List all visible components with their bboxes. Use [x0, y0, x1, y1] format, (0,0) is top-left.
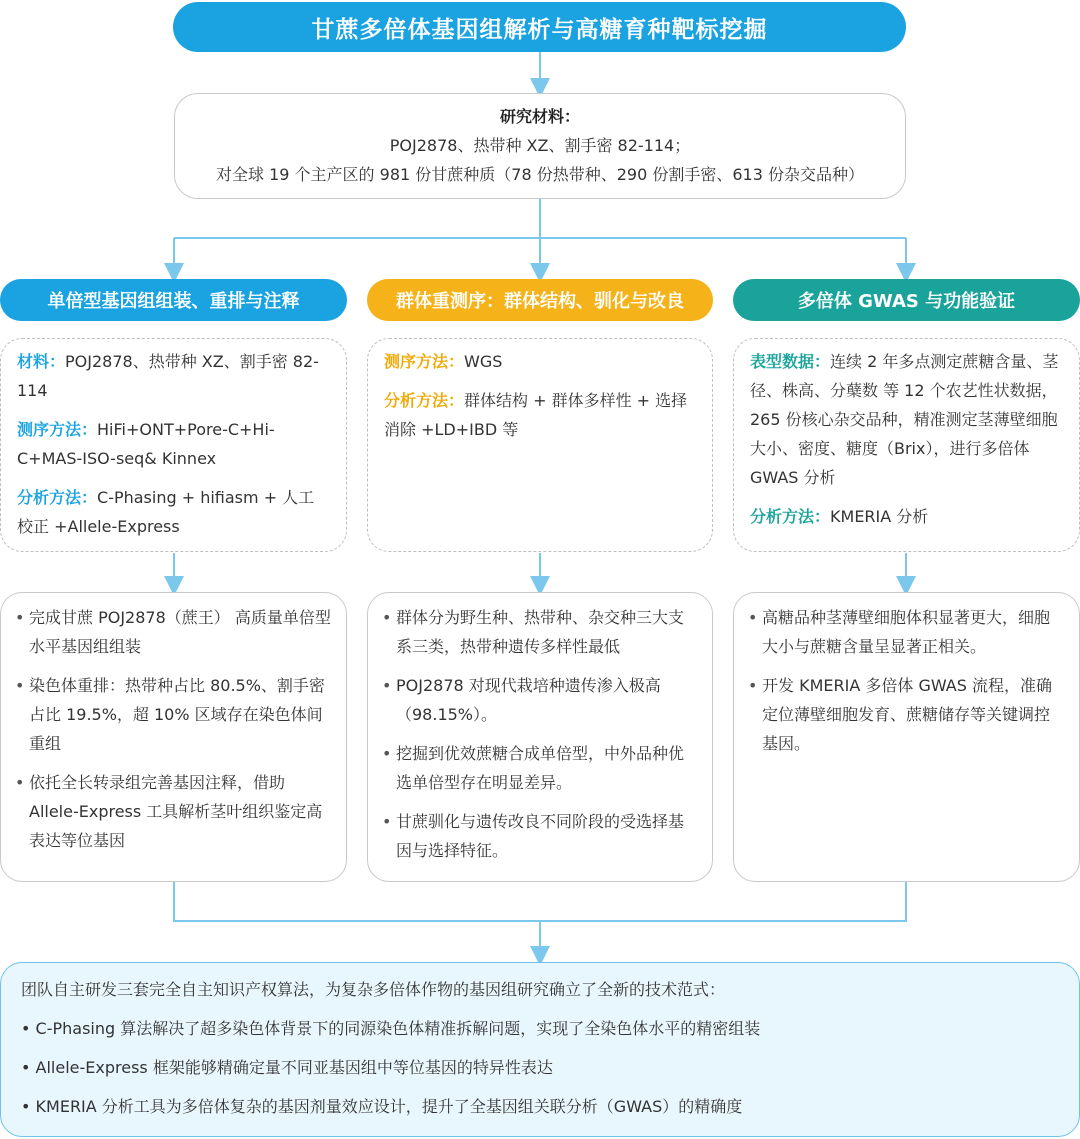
column-3-results — [733, 592, 1080, 882]
method-text: 连续 2 年多点测定蔗糖含量、茎径、株高、分蘖数 等 12 个农艺性状数据，265 份核心杂交品种，精准测定茎薄壁细胞大小、密度、糖度（Brix），进行多倍体 GWAS 分析 — [750, 352, 1059, 487]
column-3-header: 多倍体 GWAS 与功能验证 — [733, 279, 1080, 321]
column-1-results — [0, 592, 347, 882]
materials-heading: 研究材料： — [499, 107, 580, 126]
result-item: • 完成甘蔗 POJ2878（蔗王） 高质量单倍型水平基因组组装 — [15, 603, 332, 661]
method-label: 测序方法： — [17, 420, 98, 439]
column-2-methods — [367, 338, 713, 552]
result-item: • POJ2878 对现代栽培种遗传渗入极高（98.15%）。 — [382, 671, 698, 729]
summary-item: • KMERIA 分析工具为多倍体复杂的基因剂量效应设计，提升了全基因组关联分析（GWAS）的精确度 — [21, 1097, 743, 1116]
method-text: WGS — [464, 352, 503, 371]
result-item: • 开发 KMERIA 多倍体 GWAS 流程，准确定位薄壁细胞发育、蔗糖储存等关键调控基因。 — [748, 671, 1065, 758]
method-text: HiFi+ONT+Pore-C+Hi-C+MAS-ISO-seq& Kinnex — [17, 420, 275, 468]
method-label: 分析方法： — [17, 488, 98, 507]
page-title: 甘蔗多倍体基因组解析与高糖育种靶标挖掘 — [173, 2, 906, 52]
summary-item: • C-Phasing 算法解决了超多染色体背景下的同源染色体精准拆解问题，实现了全染色体水平的精密组装 — [21, 1019, 761, 1038]
result-item: • 群体分为野生种、热带种、杂交种三大支系三类，热带种遗传多样性最低 — [382, 603, 698, 661]
result-item: • 依托全长转录组完善基因注释，借助 Allele-Express 工具解析茎叶组织鉴定高表达等位基因 — [15, 768, 332, 855]
result-item: • 挖掘到优效蔗糖合成单倍型，中外品种优选单倍型存在明显差异。 — [382, 739, 698, 797]
column-1-methods — [0, 338, 347, 552]
method-label: 测序方法： — [384, 352, 465, 371]
column-2-header: 群体重测序：群体结构、驯化与改良 — [367, 279, 713, 321]
summary-item-text: KMERIA 分析工具为多倍体复杂的基因剂量效应设计，提升了全基因组关联分析（GWAS）的精确度 — [35, 1097, 743, 1116]
method-item — [384, 347, 696, 376]
result-item: • 染色体重排：热带种占比 80.5%、割手密占比 19.5%，超 10% 区域存在染色体间重组 — [15, 671, 332, 758]
method-label: 表型数据： — [750, 352, 831, 371]
materials-line-2: 对全球 19 个主产区的 981 份甘蔗种质（78 份热带种、290 份割手密、613 份杂交品种） — [216, 165, 864, 184]
materials-line-1: POJ2878、热带种 XZ、割手密 82-114； — [389, 136, 691, 155]
method-text: POJ2878、热带种 XZ、割手密 82-114 — [17, 352, 319, 400]
method-label: 分析方法： — [384, 391, 465, 410]
method-item — [17, 347, 330, 405]
line-merge — [174, 882, 906, 921]
method-label: 材料： — [17, 352, 66, 371]
summary-intro: 团队自主研发三套完全自主知识产权算法，为复杂多倍体作物的基因组研究确立了全新的技术范式： — [21, 980, 726, 999]
method-text: C-Phasing + hifiasm + 人工校正 +Allele-Express — [17, 488, 315, 536]
summary-box — [0, 962, 1080, 1137]
method-label: 分析方法： — [750, 507, 831, 526]
method-item — [17, 415, 330, 473]
column-3-methods — [733, 338, 1080, 552]
method-item — [17, 483, 330, 541]
method-text: KMERIA 分析 — [830, 507, 929, 526]
method-item — [750, 347, 1063, 492]
method-text: 群体结构 + 群体多样性 + 选择消除 +LD+IBD 等 — [384, 391, 688, 439]
column-2-results — [367, 592, 713, 882]
materials-box — [174, 93, 906, 199]
result-item: • 高糖品种茎薄壁细胞体积显著更大，细胞大小与蔗糖含量呈显著正相关。 — [748, 603, 1065, 661]
summary-item-text: C-Phasing 算法解决了超多染色体背景下的同源染色体精准拆解问题，实现了全染色体水平的精密组装 — [35, 1019, 761, 1038]
method-item — [750, 502, 1063, 531]
summary-item: • Allele-Express 框架能够精确定量不同亚基因组中等位基因的特异性表达 — [21, 1058, 553, 1077]
column-1-header: 单倍型基因组组装、重排与注释 — [0, 279, 347, 321]
result-item: • 甘蔗驯化与遗传改良不同阶段的受选择基因与选择特征。 — [382, 807, 698, 865]
method-item — [384, 386, 696, 444]
summary-item-text: Allele-Express 框架能够精确定量不同亚基因组中等位基因的特异性表达 — [35, 1058, 553, 1077]
